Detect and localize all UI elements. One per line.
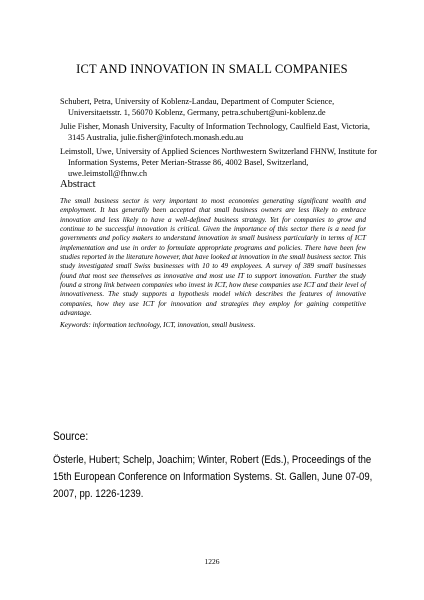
source-citation: Österle, Hubert; Schelp, Joachim; Winter, Robert (Eds.), Proceedings of the 15th European Conference on Information Systems. St. Gallen, June 07-09, 2007, pp. 1226-1239. — [53, 454, 373, 500]
keywords: Keywords: information technology, ICT, innovation, small business. — [60, 321, 256, 329]
author-affiliation — [60, 121, 380, 143]
author-affiliation-line: Julie Fisher, Monash University, Faculty of Information Technology, Caulfield East, Victoria, — [60, 122, 370, 131]
author-affiliation-line: Leimstoll, Uwe, University of Applied Sciences Northwestern Switzerland FHNW, Institute for — [60, 147, 377, 156]
author-affiliation-line: Information Systems, Peter Merian-Strasse 86, 4002 Basel, Switzerland, uwe.leimstoll@fhnw.ch — [68, 158, 309, 178]
author-affiliation — [60, 96, 380, 118]
author-affiliation-line: Universitaetsstr. 1, 56070 Koblenz, Germany, petra.schubert@uni-koblenz.de — [68, 108, 326, 117]
paper-title: ICT AND INNOVATION IN SMALL COMPANIES — [76, 62, 348, 76]
author-affiliation-line: 3145 Australia, julie.fisher@infotech.monash.edu.au — [68, 133, 244, 142]
abstract-text: The small business sector is very important to most economies generating significant wealth and employment. It has generally been accepted that small business owners are less likely to embrace innovation and less likely to have a well-defined business strategy. Yet for companies to grow and continue to be successful innovation is critical. Given the importance of this sector there is a need for governments and policy makers to understand innovation in small business particularly in terms of ICT implementation and use in order to formulate appropriate programs and policies. There have been few studies reported in the literature however, that have looked at innovation in the small business sector. This study investigated small Swiss businesses with 10 to 49 employees. A survey of 389 small businesses found that most see themselves as innovative and most use IT to support innovation. Further the study found a strong link between companies who invest in ICT, how these companies use ICT and their level of innovativeness. The study supports a hypothesis model which describes the features of innovative companies, how they use ICT for innovation and strategies they employ for gaining competitive advantage. — [60, 197, 366, 318]
abstract-heading: Abstract — [60, 179, 96, 190]
author-affiliation-line: Schubert, Petra, University of Koblenz-Landau, Department of Computer Science, — [60, 97, 335, 106]
page-number: 1226 — [204, 557, 220, 566]
author-affiliation — [60, 146, 380, 179]
source-label: Source: — [53, 429, 89, 443]
